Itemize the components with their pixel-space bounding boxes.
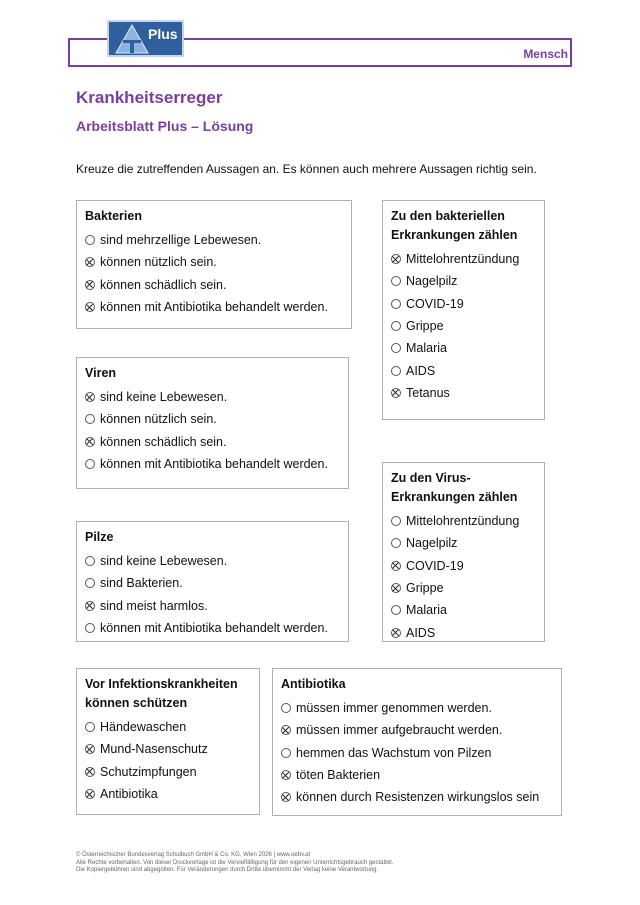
box-title: Bakterien [85, 209, 142, 223]
checkbox-icon[interactable] [391, 343, 401, 353]
list-item[interactable] [391, 555, 536, 577]
list-item[interactable] [85, 572, 340, 594]
list-item[interactable] [85, 274, 343, 296]
checkbox-icon[interactable] [281, 725, 291, 735]
checkbox-icon[interactable] [281, 792, 291, 802]
item-label: müssen immer aufgebraucht werden. [296, 723, 503, 738]
checkbox-icon[interactable] [85, 257, 95, 267]
box-antibiotika [272, 668, 562, 816]
footer [76, 852, 394, 875]
list-item[interactable] [85, 617, 340, 639]
list-item[interactable] [391, 621, 536, 643]
item-label: sind keine Lebewesen. [100, 390, 228, 405]
list-item[interactable] [85, 595, 340, 617]
checkbox-icon[interactable] [281, 770, 291, 780]
page-subtitle: Arbeitsblatt Plus – Lösung [76, 118, 254, 134]
checkbox-icon[interactable] [391, 366, 401, 376]
checkbox-icon[interactable] [85, 767, 95, 777]
item-label: können schädlich sein. [100, 277, 227, 292]
checkbox-icon[interactable] [85, 601, 95, 611]
checkbox-icon[interactable] [391, 388, 401, 398]
list-item[interactable] [391, 510, 536, 532]
box-title: Zu den Virus-Erkrankungen zählen [391, 471, 518, 504]
list-item[interactable] [85, 716, 251, 738]
checkbox-icon[interactable] [391, 299, 401, 309]
box-title: Viren [85, 366, 117, 380]
item-label: Mund-Nasenschutz [100, 742, 208, 757]
item-label: können schädlich sein. [100, 434, 227, 449]
item-label: sind meist harmlos. [100, 598, 208, 613]
item-label: Mittelohrentzündung [406, 252, 520, 267]
checkbox-icon[interactable] [85, 459, 95, 469]
checkbox-icon[interactable] [281, 748, 291, 758]
item-label: sind Bakterien. [100, 576, 183, 591]
box-bakterien [76, 200, 352, 329]
list-item[interactable] [85, 431, 340, 453]
item-label: können mit Antibiotika behandelt werden. [100, 457, 328, 472]
checkbox-icon[interactable] [85, 302, 95, 312]
item-label: sind mehrzellige Lebewesen. [100, 233, 262, 248]
checkbox-icon[interactable] [85, 578, 95, 588]
list-item[interactable] [85, 453, 340, 475]
checkbox-icon[interactable] [85, 556, 95, 566]
checkbox-icon[interactable] [85, 392, 95, 402]
item-label: Mittelohrentzündung [406, 514, 520, 529]
checkbox-icon[interactable] [391, 561, 401, 571]
list-item[interactable] [391, 315, 536, 337]
list-item[interactable] [391, 270, 536, 292]
list-item[interactable] [391, 359, 536, 381]
footer-line: Die Kopiergebühren sind abgegolten. Für Veränderungen durch Dritte übernimmt der Verlag keine Verantwortung. [76, 867, 379, 873]
item-label: Nagelpilz [406, 274, 458, 289]
item-label: können durch Resistenzen wirkungslos sein [296, 790, 540, 805]
item-label: Grippe [406, 581, 444, 596]
logo-text: Plus [148, 26, 178, 42]
checkbox-icon[interactable] [85, 414, 95, 424]
list-item[interactable] [391, 532, 536, 554]
checkbox-icon[interactable] [85, 722, 95, 732]
item-label: AIDS [406, 363, 436, 378]
triangle-logo-icon [115, 24, 149, 54]
list-item[interactable] [85, 738, 251, 760]
checkbox-icon[interactable] [281, 703, 291, 713]
item-label: Tetanus [406, 385, 450, 400]
item-label: können nützlich sein. [100, 255, 217, 270]
list-item[interactable] [281, 697, 553, 719]
footer-line: Alle Rechte vorbehalten. Von dieser Druckvorlage ist die Vervielfältigung für den eigenen Unterrichtsgebrauch gestattet. [76, 859, 394, 866]
box-pilze [76, 521, 349, 642]
item-label: Nagelpilz [406, 536, 458, 551]
list-item[interactable] [391, 248, 536, 270]
list-item[interactable] [85, 296, 343, 318]
footer-line: © Österreichischer Bundesverlag Schulbuch GmbH & Co. KG, Wien 2026 | www.oebv.at [76, 852, 311, 858]
list-item[interactable] [391, 293, 536, 315]
list-item[interactable] [281, 764, 553, 786]
item-label: können mit Antibiotika behandelt werden. [100, 300, 328, 315]
checkbox-icon[interactable] [391, 538, 401, 548]
list-item[interactable] [391, 382, 536, 404]
item-label: sind keine Lebewesen. [100, 554, 228, 569]
item-label: COVID-19 [406, 296, 464, 311]
item-label: können mit Antibiotika behandelt werden. [100, 621, 328, 636]
checkbox-icon[interactable] [391, 605, 401, 615]
checkbox-icon[interactable] [85, 235, 95, 245]
checkbox-icon[interactable] [391, 516, 401, 526]
item-label: können nützlich sein. [100, 412, 217, 427]
checkbox-icon[interactable] [85, 744, 95, 754]
item-label: Grippe [406, 319, 444, 334]
item-label: töten Bakterien [296, 768, 381, 783]
list-item[interactable] [85, 761, 251, 783]
list-item[interactable] [85, 408, 340, 430]
checkbox-icon[interactable] [391, 321, 401, 331]
item-label: Malaria [406, 341, 447, 356]
list-item[interactable] [85, 386, 340, 408]
checkbox-icon[interactable] [391, 583, 401, 593]
subject-label: Mensch [523, 47, 568, 61]
item-label: Malaria [406, 603, 447, 618]
item-label: müssen immer genommen werden. [296, 701, 492, 716]
item-label: Händewaschen [100, 720, 187, 735]
list-item[interactable] [281, 742, 553, 764]
box-title: Pilze [85, 530, 114, 544]
checkbox-icon[interactable] [391, 276, 401, 286]
item-label: AIDS [406, 625, 436, 640]
checkbox-icon[interactable] [85, 437, 95, 447]
box-bakterielle-erkrankungen [382, 200, 545, 420]
list-item[interactable] [281, 719, 553, 741]
page-title: Krankheitserreger [76, 88, 223, 107]
checkbox-icon[interactable] [85, 623, 95, 633]
checkbox-icon[interactable] [85, 789, 95, 799]
box-title: Zu den bakteriellen Erkrankungen zählen [391, 209, 518, 242]
box-viren [76, 357, 349, 489]
list-item[interactable] [85, 229, 343, 251]
list-item[interactable] [85, 550, 340, 572]
item-label: hemmen das Wachstum von Pilzen [296, 745, 492, 760]
list-item[interactable] [281, 786, 553, 808]
box-virus-erkrankungen [382, 462, 545, 642]
list-item[interactable] [391, 577, 536, 599]
box-title: Antibiotika [281, 677, 346, 691]
list-item[interactable] [85, 251, 343, 273]
logo [107, 20, 184, 57]
checkbox-icon[interactable] [391, 254, 401, 264]
box-title: Vor Infektionskrankheiten können schützen [85, 677, 238, 710]
item-label: COVID-19 [406, 558, 464, 573]
box-infektionsschutz [76, 668, 260, 815]
list-item[interactable] [391, 599, 536, 621]
instruction-text: Kreuze die zutreffenden Aussagen an. Es können auch mehrere Aussagen richtig sein. [76, 162, 537, 176]
item-label: Schutzimpfungen [100, 764, 197, 779]
list-item[interactable] [391, 337, 536, 359]
list-item[interactable] [85, 783, 251, 805]
item-label: Antibiotika [100, 787, 158, 802]
checkbox-icon[interactable] [85, 280, 95, 290]
checkbox-icon[interactable] [391, 628, 401, 638]
